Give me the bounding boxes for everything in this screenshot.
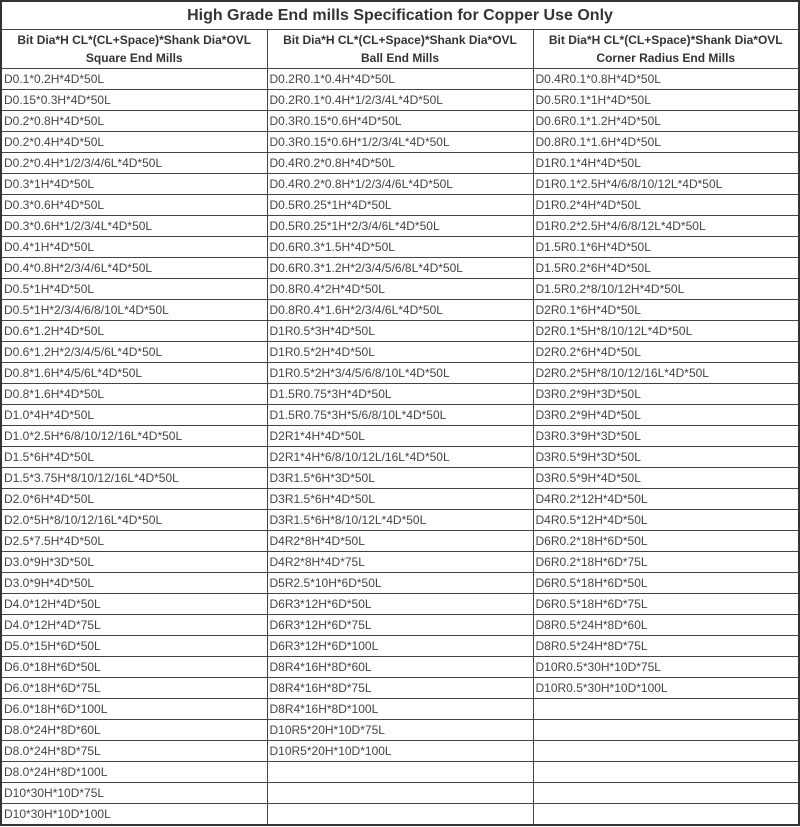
table-row — [1, 384, 799, 405]
corner-cell: D6R0.2*18H*6D*75L — [533, 552, 799, 573]
table-row — [1, 657, 799, 678]
square-cell: D0.8*1.6H*4/5/6L*4D*50L — [1, 363, 267, 384]
ball-cell: D3R1.5*6H*4D*50L — [267, 489, 533, 510]
corner-cell: D6R0.5*18H*6D*75L — [533, 594, 799, 615]
table-row — [1, 699, 799, 720]
table-row — [1, 762, 799, 783]
ball-cell: D3R1.5*6H*3D*50L — [267, 468, 533, 489]
square-cell: D0.5*1H*2/3/4/6/8/10L*4D*50L — [1, 300, 267, 321]
table-row — [1, 552, 799, 573]
square-cell: D6.0*18H*6D*50L — [1, 657, 267, 678]
ball-cell: D10R5*20H*10D*100L — [267, 741, 533, 762]
corner-cell: D3R0.3*9H*3D*50L — [533, 426, 799, 447]
table-row — [1, 279, 799, 300]
table-row — [1, 804, 799, 826]
square-cell: D1.0*4H*4D*50L — [1, 405, 267, 426]
square-cell: D2.5*7.5H*4D*50L — [1, 531, 267, 552]
table-row — [1, 153, 799, 174]
column-type-label: Corner Radius End Mills — [596, 51, 736, 65]
table-row — [1, 405, 799, 426]
square-cell: D0.2*0.4H*4D*50L — [1, 132, 267, 153]
table-row — [1, 195, 799, 216]
column-spec-label: Bit Dia*H CL*(CL+Space)*Shank Dia*OVL — [283, 33, 517, 47]
corner-cell: D2R0.2*6H*4D*50L — [533, 342, 799, 363]
corner-cell: D0.4R0.1*0.8H*4D*50L — [533, 69, 799, 90]
ball-cell: D0.2R0.1*0.4H*1/2/3/4L*4D*50L — [267, 90, 533, 111]
column-header-corner-radius — [533, 30, 799, 69]
square-cell: D1.0*2.5H*6/8/10/12/16L*4D*50L — [1, 426, 267, 447]
table-row — [1, 111, 799, 132]
ball-cell: D1.5R0.75*3H*4D*50L — [267, 384, 533, 405]
ball-cell: D6R3*12H*6D*50L — [267, 594, 533, 615]
square-cell: D8.0*24H*8D*60L — [1, 720, 267, 741]
square-cell: D1.5*6H*4D*50L — [1, 447, 267, 468]
square-cell: D0.4*0.8H*2/3/4/6L*4D*50L — [1, 258, 267, 279]
ball-cell: D0.3R0.15*0.6H*4D*50L — [267, 111, 533, 132]
square-cell: D6.0*18H*6D*75L — [1, 678, 267, 699]
square-cell: D10*30H*10D*75L — [1, 783, 267, 804]
square-cell: D8.0*24H*8D*100L — [1, 762, 267, 783]
table-row — [1, 321, 799, 342]
ball-cell: D0.3R0.15*0.6H*1/2/3/4L*4D*50L — [267, 132, 533, 153]
corner-cell: D10R0.5*30H*10D*75L — [533, 657, 799, 678]
square-cell: D5.0*15H*6D*50L — [1, 636, 267, 657]
table-row — [1, 69, 799, 90]
corner-cell: D1R0.1*4H*4D*50L — [533, 153, 799, 174]
table-row — [1, 531, 799, 552]
table-row — [1, 426, 799, 447]
ball-cell: D10R5*20H*10D*75L — [267, 720, 533, 741]
ball-cell: D2R1*4H*4D*50L — [267, 426, 533, 447]
column-type-label: Square End Mills — [85, 51, 183, 65]
corner-cell: D0.6R0.1*1.2H*4D*50L — [533, 111, 799, 132]
square-cell: D3.0*9H*4D*50L — [1, 573, 267, 594]
table-row — [1, 90, 799, 111]
ball-cell: D0.8R0.4*2H*4D*50L — [267, 279, 533, 300]
table-row — [1, 594, 799, 615]
ball-cell: D1.5R0.75*3H*5/6/8/10L*4D*50L — [267, 405, 533, 426]
square-cell: D0.8*1.6H*4D*50L — [1, 384, 267, 405]
ball-cell — [267, 804, 533, 826]
corner-cell: D1R0.2*2.5H*4/6/8/12L*4D*50L — [533, 216, 799, 237]
column-spec-label: Bit Dia*H CL*(CL+Space)*Shank Dia*OVL — [548, 33, 783, 47]
ball-cell: D0.6R0.3*1.5H*4D*50L — [267, 237, 533, 258]
corner-cell: D6R0.2*18H*6D*50L — [533, 531, 799, 552]
ball-cell: D1R0.5*2H*3/4/5/6/8/10L*4D*50L — [267, 363, 533, 384]
square-cell: D0.3*0.6H*1/2/3/4L*4D*50L — [1, 216, 267, 237]
table-row — [1, 342, 799, 363]
square-cell: D4.0*12H*4D*50L — [1, 594, 267, 615]
table-body — [1, 69, 799, 826]
table-row — [1, 132, 799, 153]
table-row — [1, 741, 799, 762]
corner-cell — [533, 804, 799, 826]
corner-cell: D1R0.2*4H*4D*50L — [533, 195, 799, 216]
square-cell: D0.4*1H*4D*50L — [1, 237, 267, 258]
corner-cell — [533, 699, 799, 720]
table-row — [1, 363, 799, 384]
table-row — [1, 615, 799, 636]
ball-cell: D8R4*16H*8D*75L — [267, 678, 533, 699]
corner-cell: D2R0.1*5H*8/10/12L*4D*50L — [533, 321, 799, 342]
square-cell: D0.2*0.8H*4D*50L — [1, 111, 267, 132]
corner-cell: D3R0.2*9H*3D*50L — [533, 384, 799, 405]
table-row — [1, 720, 799, 741]
corner-cell: D4R0.2*12H*4D*50L — [533, 489, 799, 510]
ball-cell: D0.5R0.25*1H*4D*50L — [267, 195, 533, 216]
square-cell: D2.0*5H*8/10/12/16L*4D*50L — [1, 510, 267, 531]
corner-cell: D2R0.1*6H*4D*50L — [533, 300, 799, 321]
square-cell: D0.3*1H*4D*50L — [1, 174, 267, 195]
corner-cell: D3R0.5*9H*3D*50L — [533, 447, 799, 468]
square-cell: D8.0*24H*8D*75L — [1, 741, 267, 762]
ball-cell: D4R2*8H*4D*50L — [267, 531, 533, 552]
corner-cell: D3R0.2*9H*4D*50L — [533, 405, 799, 426]
corner-cell: D1.5R0.1*6H*4D*50L — [533, 237, 799, 258]
column-spec-label: Bit Dia*H CL*(CL+Space)*Shank Dia*OVL — [17, 33, 252, 47]
ball-cell: D1R0.5*2H*4D*50L — [267, 342, 533, 363]
corner-cell: D1.5R0.2*6H*4D*50L — [533, 258, 799, 279]
corner-cell: D8R0.5*24H*8D*60L — [533, 615, 799, 636]
corner-cell — [533, 720, 799, 741]
table-row — [1, 510, 799, 531]
table-row — [1, 300, 799, 321]
square-cell: D0.3*0.6H*4D*50L — [1, 195, 267, 216]
ball-cell: D8R4*16H*8D*60L — [267, 657, 533, 678]
table-row — [1, 468, 799, 489]
ball-cell: D6R3*12H*6D*75L — [267, 615, 533, 636]
ball-cell: D4R2*8H*4D*75L — [267, 552, 533, 573]
table-row — [1, 636, 799, 657]
ball-cell: D0.5R0.25*1H*2/3/4/6L*4D*50L — [267, 216, 533, 237]
table-row — [1, 174, 799, 195]
square-cell: D3.0*9H*3D*50L — [1, 552, 267, 573]
table-row — [1, 678, 799, 699]
ball-cell: D1R0.5*3H*4D*50L — [267, 321, 533, 342]
corner-cell: D4R0.5*12H*4D*50L — [533, 510, 799, 531]
square-cell: D4.0*12H*4D*75L — [1, 615, 267, 636]
square-cell: D0.1*0.2H*4D*50L — [1, 69, 267, 90]
column-header-square — [1, 30, 267, 69]
column-type-label: Ball End Mills — [360, 51, 439, 65]
square-cell: D1.5*3.75H*8/10/12/16L*4D*50L — [1, 468, 267, 489]
corner-cell: D3R0.5*9H*4D*50L — [533, 468, 799, 489]
corner-cell: D6R0.5*18H*6D*50L — [533, 573, 799, 594]
ball-cell: D0.4R0.2*0.8H*4D*50L — [267, 153, 533, 174]
ball-cell: D0.6R0.3*1.2H*2/3/4/5/6/8L*4D*50L — [267, 258, 533, 279]
square-cell: D0.6*1.2H*4D*50L — [1, 321, 267, 342]
square-cell: D6.0*18H*6D*100L — [1, 699, 267, 720]
table-row — [1, 783, 799, 804]
corner-cell: D8R0.5*24H*8D*75L — [533, 636, 799, 657]
ball-cell: D6R3*12H*6D*100L — [267, 636, 533, 657]
ball-cell: D0.2R0.1*0.4H*4D*50L — [267, 69, 533, 90]
table-row — [1, 216, 799, 237]
corner-cell — [533, 741, 799, 762]
ball-cell: D8R4*16H*8D*100L — [267, 699, 533, 720]
ball-cell: D5R2.5*10H*6D*50L — [267, 573, 533, 594]
corner-cell — [533, 762, 799, 783]
corner-cell: D2R0.2*5H*8/10/12/16L*4D*50L — [533, 363, 799, 384]
corner-cell — [533, 783, 799, 804]
corner-cell: D1.5R0.2*8/10/12H*4D*50L — [533, 279, 799, 300]
square-cell: D10*30H*10D*100L — [1, 804, 267, 826]
corner-cell: D10R0.5*30H*10D*100L — [533, 678, 799, 699]
table-row — [1, 489, 799, 510]
ball-cell — [267, 762, 533, 783]
ball-cell: D0.4R0.2*0.8H*1/2/3/4/6L*4D*50L — [267, 174, 533, 195]
square-cell: D0.6*1.2H*2/3/4/5/6L*4D*50L — [1, 342, 267, 363]
ball-cell — [267, 783, 533, 804]
ball-cell: D3R1.5*6H*8/10/12L*4D*50L — [267, 510, 533, 531]
corner-cell: D0.5R0.1*1H*4D*50L — [533, 90, 799, 111]
column-header-ball — [267, 30, 533, 69]
square-cell: D0.2*0.4H*1/2/3/4/6L*4D*50L — [1, 153, 267, 174]
square-cell: D0.5*1H*4D*50L — [1, 279, 267, 300]
table-title: High Grade End mills Specification for Copper Use Only — [1, 1, 799, 30]
square-cell: D2.0*6H*4D*50L — [1, 489, 267, 510]
corner-cell: D1R0.1*2.5H*4/6/8/10/12L*4D*50L — [533, 174, 799, 195]
table-row — [1, 447, 799, 468]
table-row — [1, 258, 799, 279]
square-cell: D0.15*0.3H*4D*50L — [1, 90, 267, 111]
ball-cell: D2R1*4H*6/8/10/12L/16L*4D*50L — [267, 447, 533, 468]
table-row — [1, 237, 799, 258]
corner-cell: D0.8R0.1*1.6H*4D*50L — [533, 132, 799, 153]
ball-cell: D0.8R0.4*1.6H*2/3/4/6L*4D*50L — [267, 300, 533, 321]
table-row — [1, 573, 799, 594]
